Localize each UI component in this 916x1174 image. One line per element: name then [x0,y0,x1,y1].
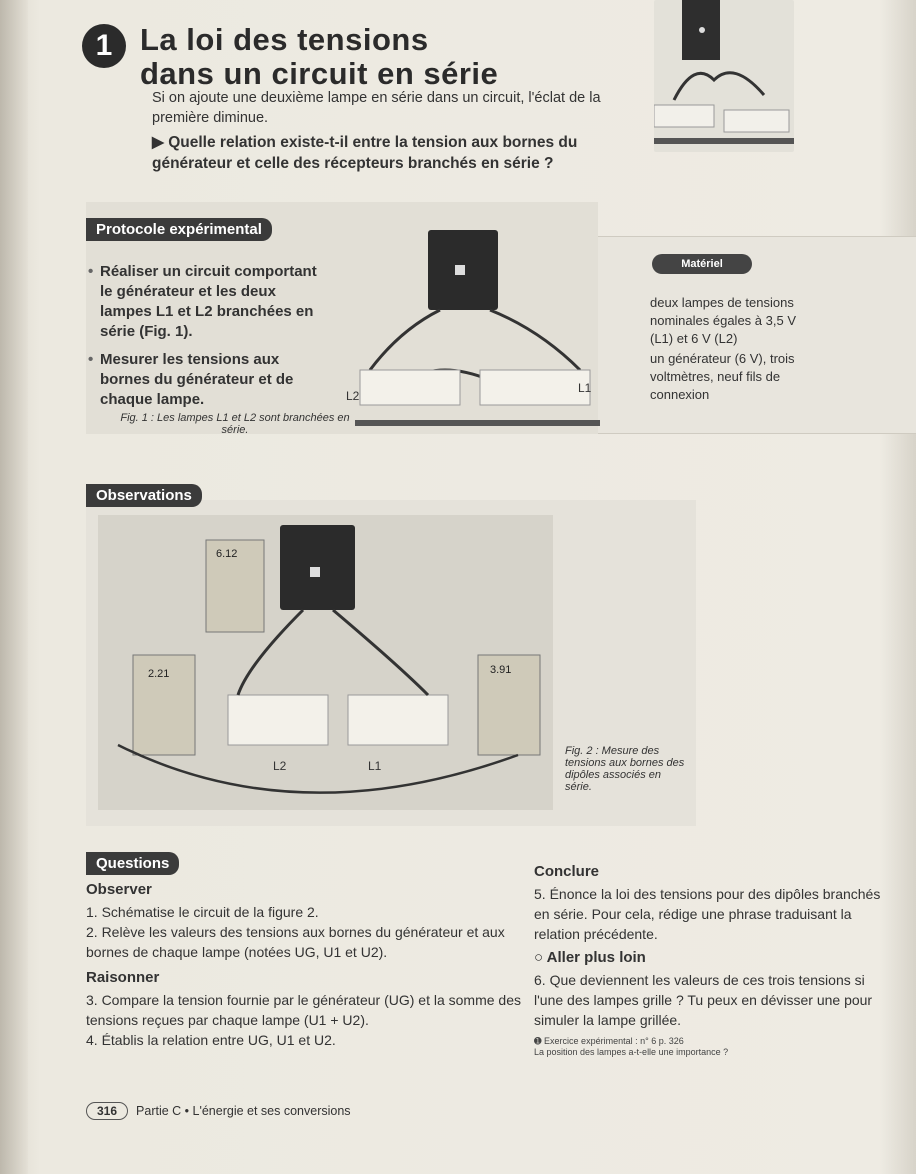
circuit-photo-fig1 [340,220,600,430]
meter-right-value: 3.91 [490,664,512,676]
protocol-step-1: • Réaliser un circuit comportant le générateur et les deux lampes L1 et L2 branchées en série (Fig. 1). [100,262,330,342]
question-4: 4. Établis la relation entre UG, U1 et U2. [86,1032,336,1048]
footer-part: Partie C • L'énergie et ses conversions [136,1104,351,1118]
question-1: 1. Schématise le circuit de la figure 2. [86,904,319,920]
materiel-tag: Matériel [652,254,752,274]
question-2: 2. Relève les valeurs des tensions aux bornes du générateur et aux bornes de chaque lampe (notées UG, U1 et U2). [86,924,505,960]
circle-icon: ○ [534,949,547,966]
questions-right [534,862,894,1058]
page-footer [86,1102,351,1120]
observations-tag: Observations [86,484,202,507]
circuit-photo-fig2 [98,515,553,810]
fig1-caption: Fig. 1 : Les lampes L1 et L2 sont branchées en série. [120,412,350,436]
observer-heading: Observer [86,881,152,898]
exercise-reference-text: Exercice expérimental : n° 6 p. 326 [544,1036,684,1046]
question-6: 6. Que deviennent les valeurs de ces trois tensions si l'une des lampes grille ? Tu peux en dévisser une pour simuler la lampe grillée. [534,972,873,1028]
materiel-list [650,294,820,406]
meter-left-value: 2.21 [148,668,170,680]
fig2-label-L2: L2 [273,759,287,773]
materiel-item-2: un générateur (6 V), trois voltmètres, neuf fils de connexion [650,351,795,402]
protocol-tag: Protocole expérimental [86,218,272,241]
fig1-label-L2: L2 [346,389,360,403]
protocol-step-2: • Mesurer les tensions aux bornes du générateur et de chaque lampe. [100,350,330,410]
materiel-item-1: deux lampes de tensions nominales égales à 3,5 V (L1) et 6 V (L2) [650,295,796,346]
intro-text: Si on ajoute une deuxième lampe en série dans un circuit, l'éclat de la première diminue. [152,90,601,126]
protocol-steps [100,262,330,418]
raisonner-heading: Raisonner [86,969,160,986]
arrow-icon: ▶ [152,134,169,151]
question-5: 5. Énonce la loi des tensions pour des dipôles branchés en série. Pour cela, rédige une phrase traduisant la relation précédente. [534,886,881,942]
question-3: 3. Compare la tension fournie par le générateur (UG) et la somme des tensions reçues par chaque lampe (U1 + U2). [86,992,521,1028]
observations-photo [98,515,553,810]
page-title-line1: La loi des tensions [140,22,429,57]
conclure-heading: Conclure [534,863,600,880]
meter-top-value: 6.12 [216,548,238,560]
page-number: 316 [86,1102,128,1120]
fig2-caption: Fig. 2 : Mesure des tensions aux bornes des dipôles associés en série. [565,745,685,793]
main-question-text: Quelle relation existe-t-il entre la tension aux bornes du générateur et celle des récepteurs branchés en série ? [152,134,578,172]
exercise-question: La position des lampes a-t-elle une importance ? [534,1047,729,1057]
page-binding [0,0,28,1174]
aller-plus-loin-heading [534,948,894,968]
exercise-reference [534,1036,894,1047]
main-question [152,132,652,174]
lamps-photo-illustration [654,0,794,152]
top-photo [654,0,794,152]
questions-tag: Questions [86,852,179,875]
fig2-label-L1: L1 [368,759,382,773]
questions-left [86,880,526,1050]
arrow-circle-icon: ➊ [534,1036,545,1046]
fig1-label-L1: L1 [578,381,592,395]
page-title-line2: dans un circuit en série [140,56,499,91]
section-number: 1 [82,24,126,68]
aller-plus-loin-label: Aller plus loin [546,949,646,966]
